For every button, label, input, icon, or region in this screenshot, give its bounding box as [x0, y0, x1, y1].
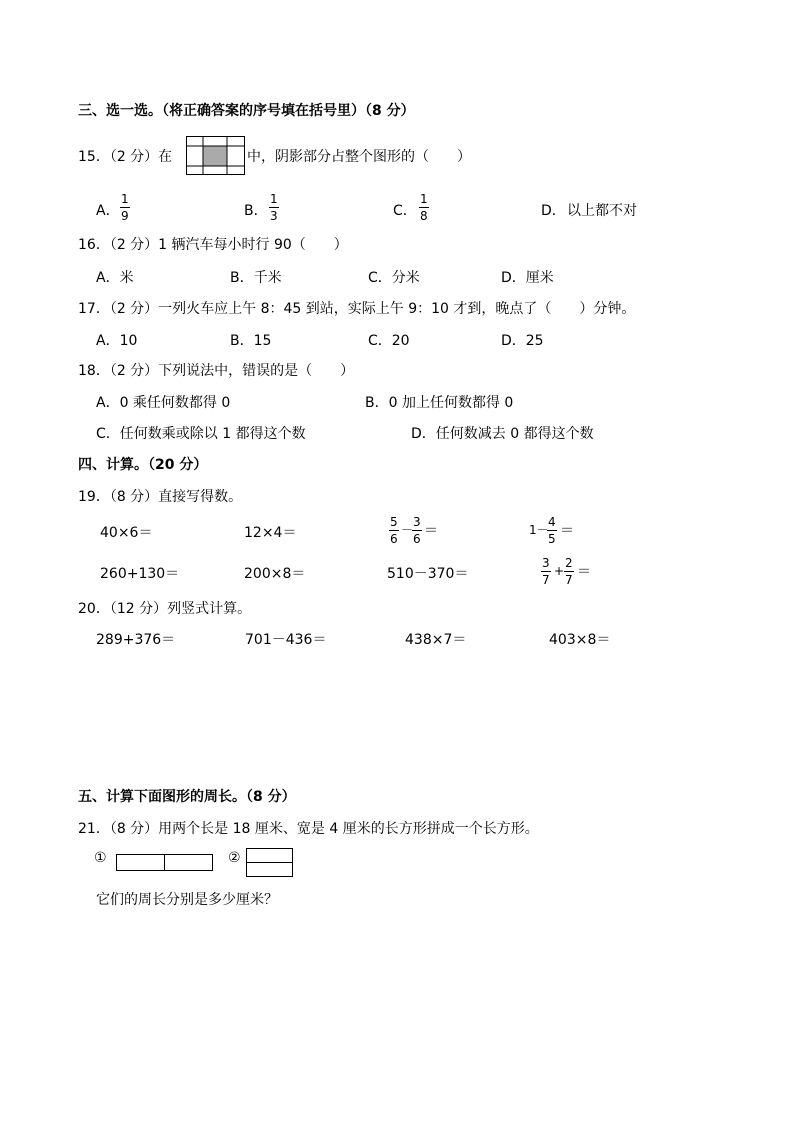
q21-figure-1 [116, 854, 214, 872]
q15-option-c-letter: C． [393, 203, 417, 219]
q15-option-a-fraction [120, 193, 130, 222]
q19-f3-b [564, 557, 574, 586]
q19-f1-b [412, 516, 422, 545]
q16-option-d: D．厘米 [501, 270, 554, 286]
q20-item-1: 289+376＝ [96, 632, 176, 648]
q19-item-5: 260+130＝ [100, 566, 180, 582]
q21-question: 它们的周长分别是多少厘米？ [96, 892, 278, 908]
q19-f1-op: － [401, 523, 414, 537]
q19-f3-b-den: 7 [565, 573, 573, 587]
q19-f3-a-den: 7 [542, 573, 550, 587]
q19-f1-a [389, 516, 399, 545]
section3-title: 三、选一选。（将正确答案的序号填在括号里）（8 分） [78, 103, 415, 119]
q19-item-7: 510－370＝ [387, 566, 469, 582]
q15-option-d-text: 以上都不对 [567, 203, 637, 219]
q19-stem: 19．（8 分）直接写得数。 [78, 489, 243, 505]
q19-f3-a-num: 3 [542, 556, 550, 570]
section5-title: 五、计算下面图形的周长。（8 分） [78, 789, 296, 805]
q17-option-b: B．15 [230, 333, 272, 349]
q19-f1-eq: ＝ [424, 523, 438, 539]
q19-item-6: 200×8＝ [244, 566, 306, 582]
q15-prefix: 15．（2 分）在 [78, 149, 173, 165]
q19-item-1: 40×6＝ [100, 525, 153, 541]
q20-stem: 20．（12 分）列竖式计算。 [78, 601, 252, 617]
q21-figure-2 [246, 848, 294, 878]
q21-stem: 21．（8 分）用两个长是 18 厘米、宽是 4 厘米的长方形拼成一个长方形。 [78, 821, 539, 837]
q15-option-b-num: 1 [270, 192, 278, 206]
q16-option-c: C．分米 [368, 270, 420, 286]
q19-f2-b-den: 5 [548, 532, 556, 546]
q18-option-d: D．任何数减去 0 都得这个数 [411, 426, 594, 442]
q15-option-c-den: 8 [420, 209, 428, 223]
q20-item-3: 438×7＝ [405, 632, 467, 648]
q19-f3-op: + [554, 564, 565, 578]
q16-option-b: B．千米 [230, 270, 282, 286]
q21-fig1-label: ① [94, 850, 107, 866]
q15-grid-figure [186, 136, 246, 176]
q19-f1-b-den: 6 [413, 532, 421, 546]
q18-option-b: B．0 加上任何数都得 0 [365, 395, 514, 411]
q15-option-c-fraction [419, 193, 429, 222]
q19-f1-a-den: 6 [390, 532, 398, 546]
q19-f2-eq: ＝ [560, 523, 574, 539]
q16-option-a: A．米 [96, 270, 134, 286]
q15-option-a-letter: A． [96, 203, 120, 219]
q20-item-4: 403×8＝ [549, 632, 611, 648]
q18-option-c: C．任何数乘或除以 1 都得这个数 [96, 426, 306, 442]
q19-f3-b-num: 2 [565, 556, 573, 570]
q15-option-b-den: 3 [270, 209, 278, 223]
q19-f2-b [547, 516, 557, 545]
q19-f1-a-num: 5 [390, 515, 398, 529]
q21-fig2-label: ② [228, 850, 241, 866]
q15-suffix: 中，阴影部分占整个图形的（ ） [247, 149, 471, 165]
q17-option-a: A．10 [96, 333, 138, 349]
q20-item-2: 701－436＝ [245, 632, 327, 648]
q17-option-c: C．20 [368, 333, 410, 349]
q18-stem: 18．（2 分）下列说法中，错误的是（ ） [78, 363, 355, 379]
section4-title: 四、计算。（20 分） [78, 457, 208, 473]
q16-stem: 16．（2 分）1 辆汽车每小时行 90（ ） [78, 237, 348, 253]
q15-option-c-num: 1 [420, 192, 428, 206]
q15-option-d-letter: D． [541, 203, 566, 219]
q19-f1-b-num: 3 [413, 515, 421, 529]
q15-option-a-den: 9 [121, 209, 129, 223]
q19-f3-a [541, 557, 551, 586]
q15-option-b-letter: B． [244, 203, 268, 219]
q19-f3-eq: ＝ [577, 564, 591, 580]
q19-item-2: 12×4＝ [244, 525, 297, 541]
q15-option-a-num: 1 [121, 192, 129, 206]
q17-option-d: D．25 [501, 333, 544, 349]
q15-option-b-fraction [269, 193, 279, 222]
q19-f2-b-num: 4 [548, 515, 556, 529]
q19-f2-lead: 1－ [529, 523, 549, 537]
q17-stem: 17．（2 分）一列火车应上午 8：45 到站，实际上午 9：10 才到，晚点了（ ）分钟。 [78, 301, 636, 317]
q18-option-a: A．0 乘任何数都得 0 [96, 395, 231, 411]
